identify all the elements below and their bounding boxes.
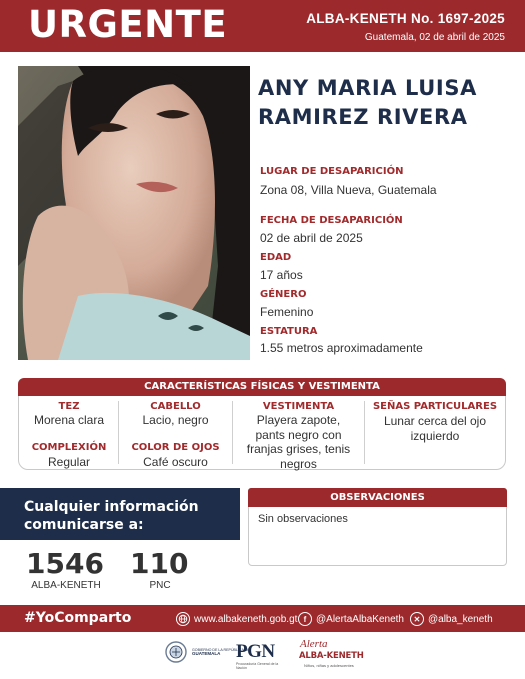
alerta-logo-subtitle: Niños, niñas y adolescentes [304, 663, 354, 668]
gender-label: GÉNERO [260, 289, 307, 300]
characteristics-title: CARACTERÍSTICAS FÍSICAS Y VESTIMENTA [18, 378, 506, 396]
urgent-title: URGENTE [28, 3, 228, 46]
person-name-line1: ANY MARIA LUISA [258, 76, 477, 100]
missing-person-photo [18, 66, 250, 360]
facebook-link[interactable] [298, 611, 404, 627]
height-label: ESTATURA [260, 326, 318, 337]
facebook-text: @AlertaAlbaKeneth [316, 613, 404, 625]
facebook-icon: f [298, 612, 312, 626]
height-value: 1.55 metros aproximadamente [260, 341, 423, 355]
clothing-line: Playera zapote, [256, 413, 341, 427]
contact-line1: Cualquier información [24, 499, 199, 515]
person-name [258, 74, 518, 132]
phone-number-pnc[interactable]: 110 [130, 547, 189, 580]
gender-value: Femenino [260, 305, 314, 319]
clothing-line: pants negro con [255, 427, 342, 442]
disappearance-date-label: FECHA DE DESAPARICIÓN [260, 215, 403, 226]
clothing-value [233, 413, 364, 471]
twitter-text: @alba_keneth [428, 613, 493, 625]
globe-icon [176, 612, 190, 626]
portrait-image [18, 66, 250, 360]
disappearance-place-label: LUGAR DE DESAPARICIÓN [260, 166, 404, 177]
age-value: 17 años [260, 268, 303, 282]
clothing-line: negros [280, 456, 317, 471]
hashtag[interactable]: #YoComparto [24, 610, 132, 626]
phone-number-alba-keneth[interactable]: 1546 [26, 547, 104, 580]
government-text-line2: GUATEMALA [192, 651, 221, 656]
contact-line2: comunicarse a: [24, 517, 144, 533]
pgn-subtitle: Procuraduría General de la Nación [236, 662, 279, 670]
observations-text: Sin observaciones [258, 513, 348, 525]
clothing-label: VESTIMENTA [262, 401, 335, 412]
eye-color-label: COLOR DE OJOS [131, 442, 220, 453]
build-label: COMPLEXIÓN [31, 442, 107, 453]
skin-tone-label: TEZ [58, 401, 80, 412]
clothing-line: franjas grises, tenis [246, 442, 351, 456]
twitter-link[interactable] [410, 611, 493, 627]
coat-of-arms-icon [164, 640, 188, 664]
age-label: EDAD [260, 252, 292, 263]
contact-banner [0, 488, 240, 540]
website-link[interactable] [176, 611, 297, 627]
pgn-logo: PGN [236, 641, 275, 662]
build-value: Regular [47, 455, 91, 469]
website-text: www.albakeneth.gob.gt [194, 613, 298, 625]
distinguishing-marks-value [365, 414, 505, 443]
alerta-logo-script: Alerta [300, 638, 328, 650]
x-icon: ✕ [410, 612, 424, 626]
hair-label: CABELLO [150, 401, 201, 412]
distinguishing-marks-label: SEÑAS PARTICULARES [372, 401, 498, 412]
phone-label-pnc: PNC [149, 580, 171, 591]
case-place-date: Guatemala, 02 de abril de 2025 [364, 32, 505, 43]
marks-line: Lunar cerca del ojo [383, 414, 487, 428]
skin-tone-value: Morena clara [33, 413, 105, 427]
phone-label-alba-keneth: ALBA-KENETH [31, 580, 101, 591]
marks-line: izquierdo [410, 428, 460, 443]
eye-color-value: Café oscuro [143, 455, 208, 469]
alerta-logo-name: ALBA-KENETH [299, 651, 364, 661]
government-text-line1: GOBIERNO DE LA REPÚBLICA DE [192, 647, 250, 652]
person-name-line2: RAMIREZ RIVERA [258, 105, 468, 129]
observations-title: OBSERVACIONES [248, 488, 507, 507]
case-number: ALBA-KENETH No. 1697-2025 [306, 11, 505, 26]
disappearance-date-value: 02 de abril de 2025 [260, 231, 363, 245]
hair-value: Lacio, negro [142, 413, 209, 427]
disappearance-place-value: Zona 08, Villa Nueva, Guatemala [260, 183, 437, 197]
